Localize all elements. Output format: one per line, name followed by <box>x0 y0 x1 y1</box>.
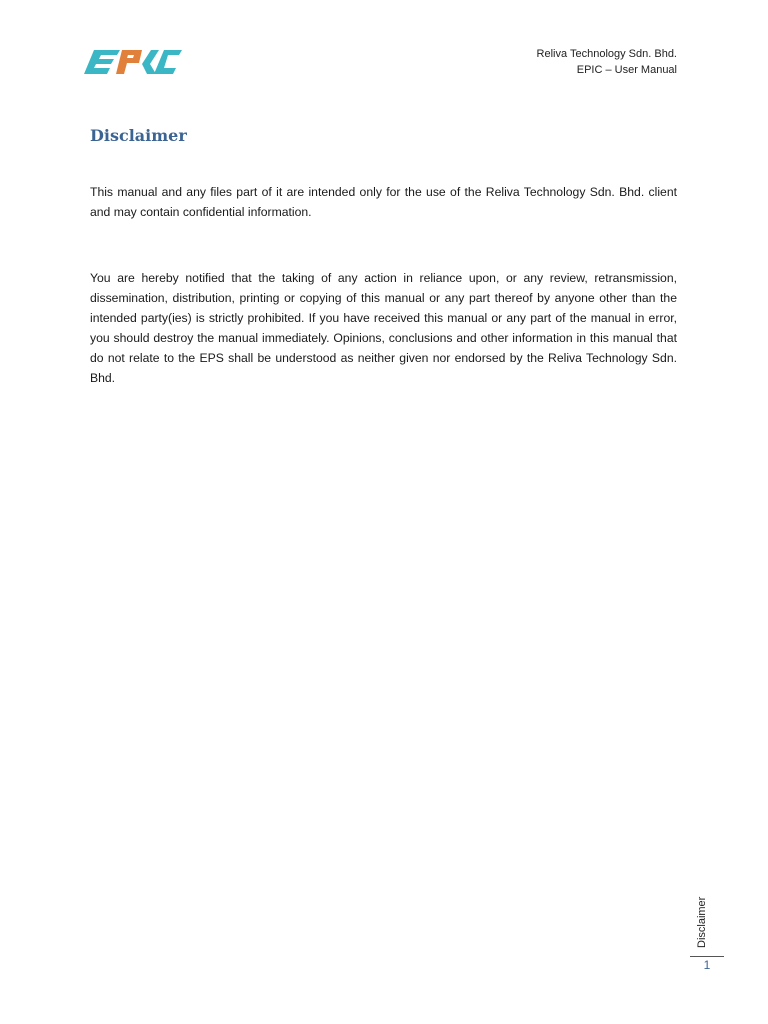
footer-divider <box>690 956 724 957</box>
logo-letter-p <box>116 50 142 74</box>
disclaimer-paragraph-prohibition: You are hereby notified that the taking of any action in reliance upon, or any review, retransmission, dissemination, distribution, printing or copying of this manual or any part thereof by anyone other than the intended party(ies) is strictly prohibited. If you have received this manual or any part of the manual in error, you should destroy the manual immediately. Opinions, conclusions and other information in this manual that do not relate to the EPS shall be understood as neither given nor endorsed by the Reliva Technology Sdn. Bhd. <box>90 271 677 385</box>
page-number: 1 <box>703 958 711 972</box>
logo-letter-c <box>154 50 182 74</box>
company-name: Reliva Technology Sdn. Bhd. <box>536 48 677 60</box>
document-header <box>537 46 677 78</box>
document-title: EPIC – User Manual <box>576 64 677 76</box>
epic-logo <box>84 44 184 80</box>
logo-letter-e <box>84 50 120 74</box>
footer-section-label: Disclaimer <box>696 896 708 948</box>
logo-letter-p-inner <box>127 55 134 58</box>
section-title: Disclaimer <box>90 126 187 145</box>
disclaimer-paragraph-intended-use: This manual and any files part of it are intended only for the use of the Reliva Technology Sdn. Bhd. client and may contain confidential information. <box>90 185 677 219</box>
